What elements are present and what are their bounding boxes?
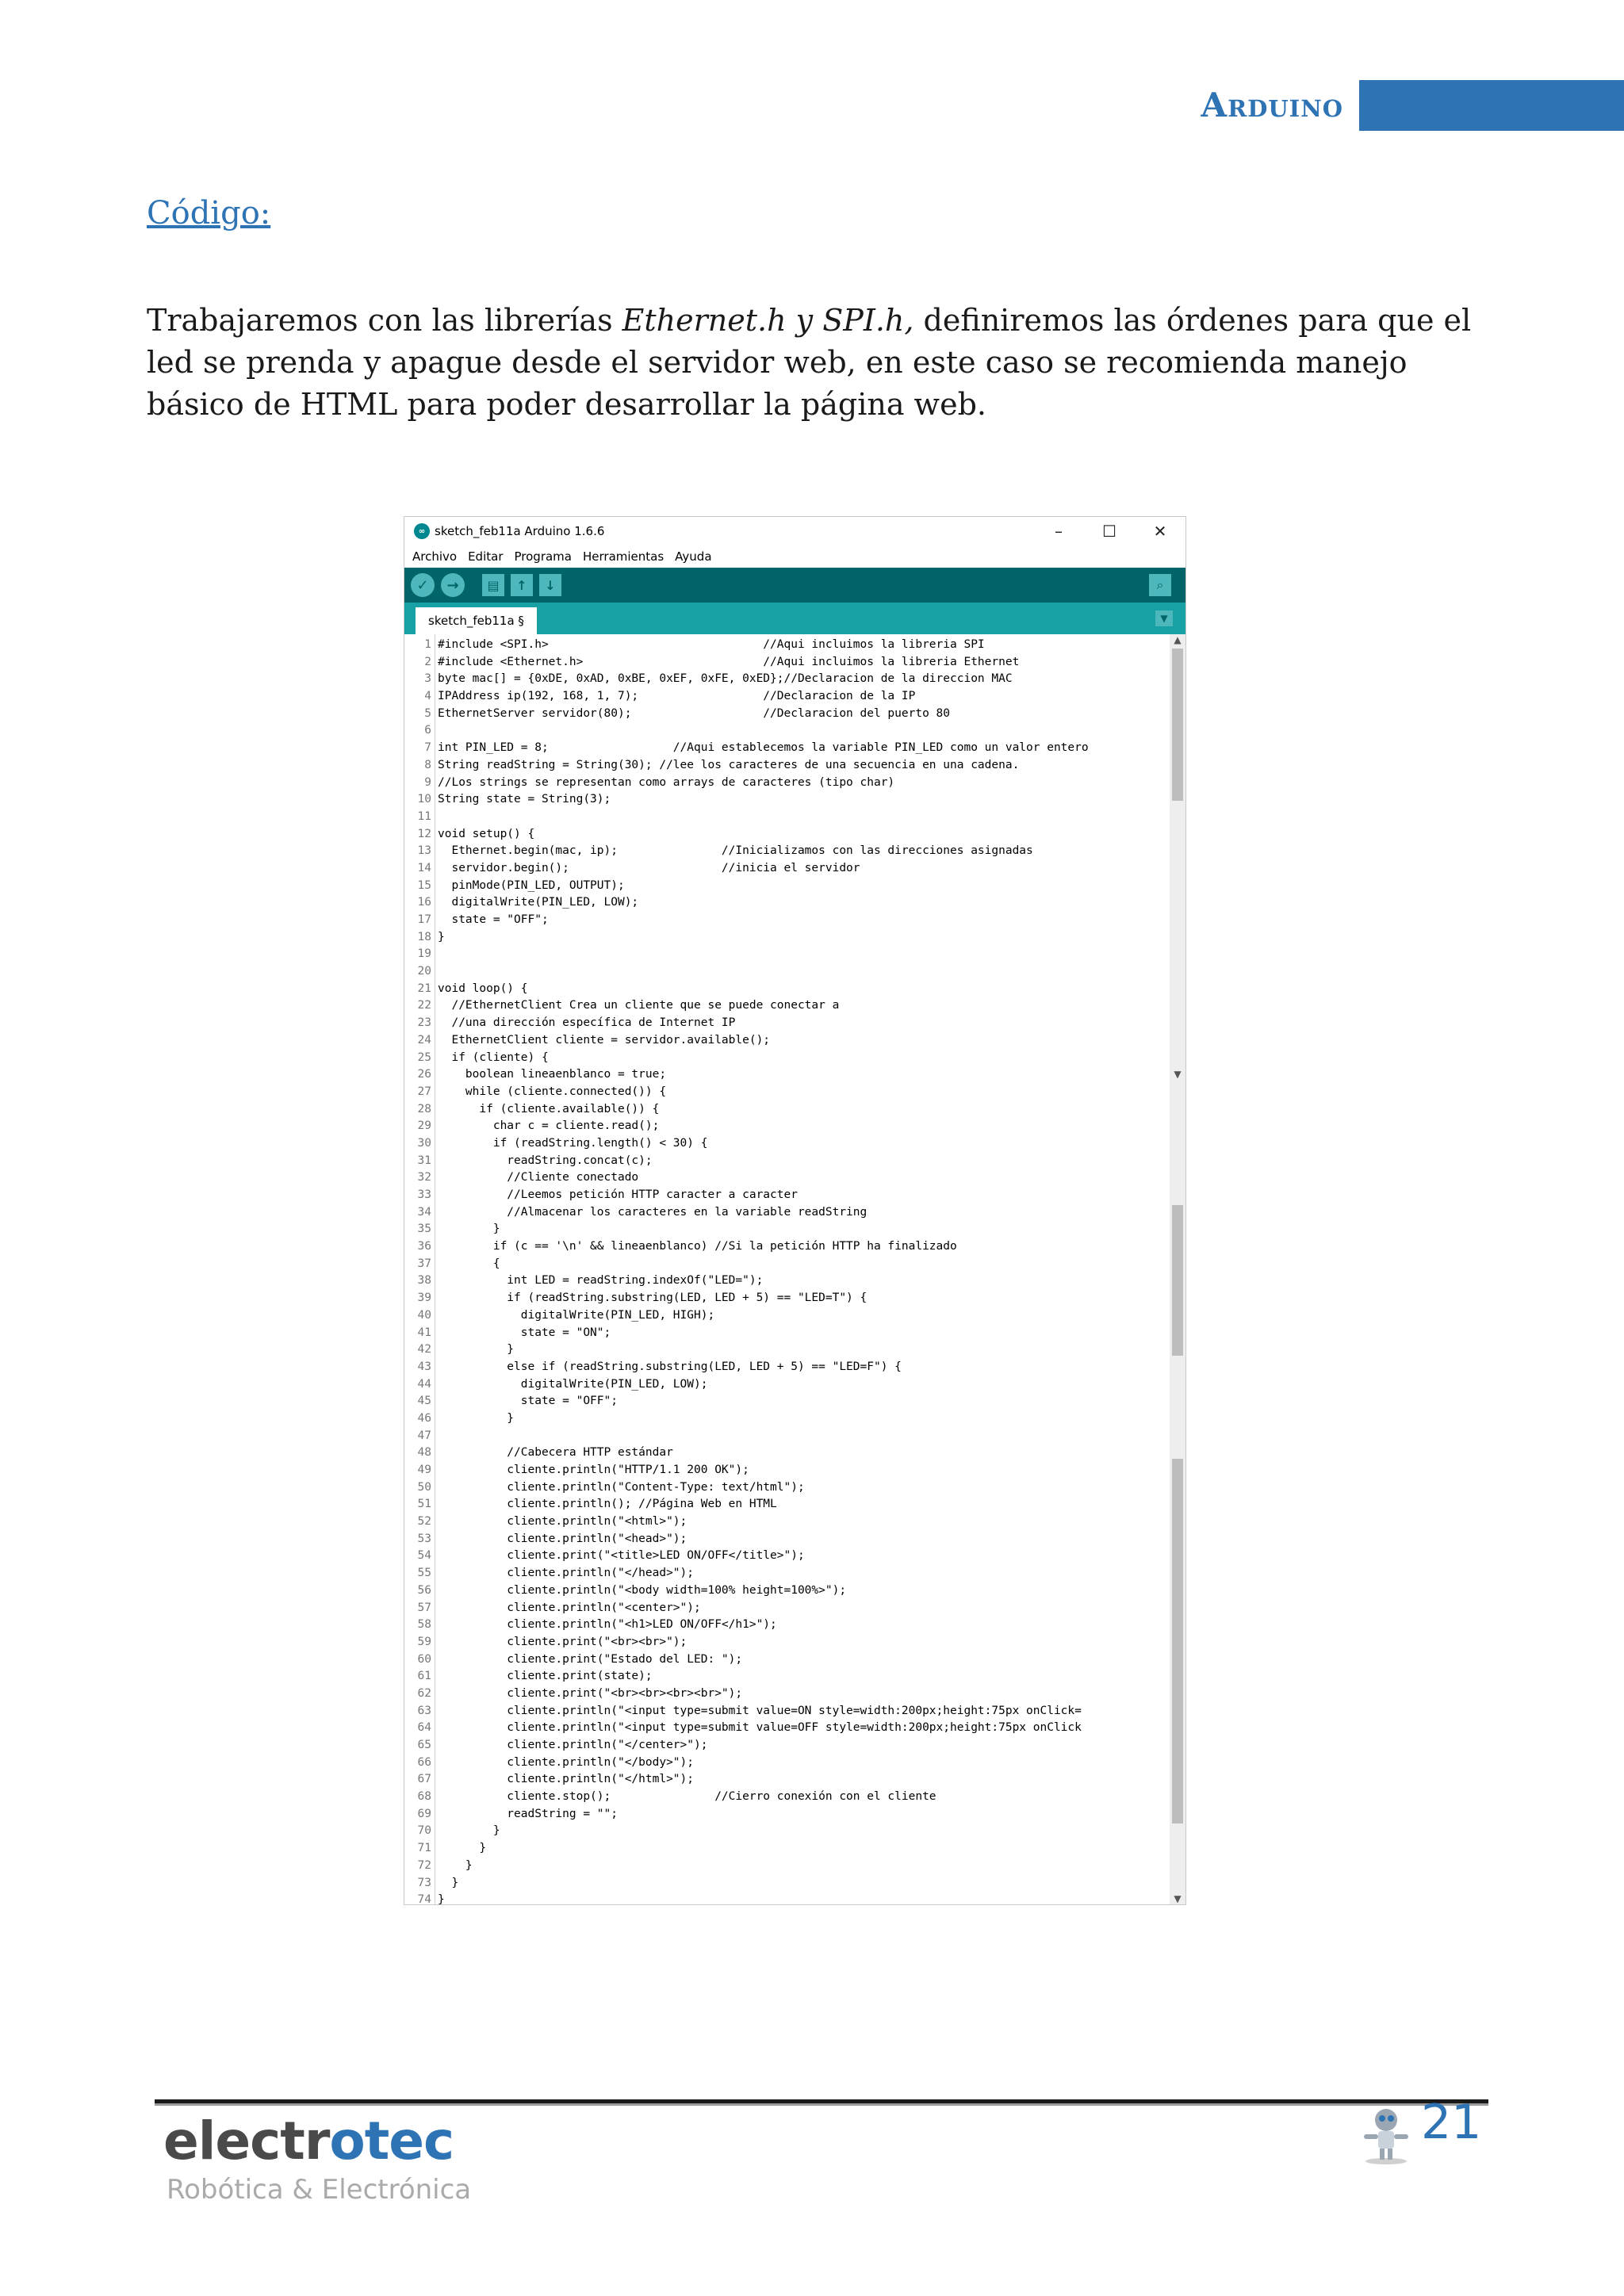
code-line xyxy=(404,929,1165,947)
code-text: } xyxy=(438,1858,473,1872)
code-line xyxy=(404,894,1165,912)
code-line xyxy=(404,1393,1165,1410)
line-number: 73 xyxy=(417,1876,431,1889)
code-line xyxy=(404,722,1165,740)
line-number: 35 xyxy=(417,1223,431,1236)
code-text: //una dirección específica de Internet IP xyxy=(438,1016,736,1030)
code-text: cliente.print("Estado del LED: "); xyxy=(438,1652,743,1666)
code-line xyxy=(404,1084,1165,1101)
footer-rule-shadow xyxy=(155,2103,1488,2106)
code-text: } xyxy=(438,1893,445,1905)
title-bar xyxy=(404,517,1185,545)
code-line xyxy=(404,706,1165,723)
code-line xyxy=(404,1187,1165,1204)
arduino-ide-window xyxy=(404,516,1186,1905)
code-text: cliente.print("<br><br><br><br>"); xyxy=(438,1686,743,1700)
paragraph-part2: definiremos las órdenes para que el led se prenda y apague desde el servidor web, en este caso se recomienda manejo básico de HTML para poder desarrollar la página web. xyxy=(147,303,1472,422)
line-number: 47 xyxy=(417,1429,431,1442)
line-number: 9 xyxy=(424,775,431,789)
code-text: { xyxy=(438,1257,500,1270)
code-line xyxy=(404,1617,1165,1634)
scroll-thumb[interactable] xyxy=(1172,649,1183,801)
code-text: cliente.println("</head>"); xyxy=(438,1567,695,1580)
line-number: 23 xyxy=(417,1016,431,1030)
line-number: 2 xyxy=(424,655,431,668)
line-number: 12 xyxy=(417,827,431,840)
code-text: cliente.stop(); //Cierro conexión con el cliente xyxy=(438,1790,936,1804)
code-text: servidor.begin(); //inicia el servidor xyxy=(438,861,860,874)
code-line xyxy=(404,1050,1165,1067)
line-number: 54 xyxy=(417,1549,431,1563)
line-number: 6 xyxy=(424,724,431,737)
code-text: if (c == '\n' && lineaenblanco) //Si la petición HTTP ha finalizado xyxy=(438,1240,957,1253)
code-text: cliente.println("<h1>LED ON/OFF</h1>"); xyxy=(438,1618,777,1632)
code-line xyxy=(404,1479,1165,1497)
code-text: EthernetClient cliente = servidor.available(); xyxy=(438,1033,771,1047)
line-number: 50 xyxy=(417,1480,431,1494)
code-text: #include <SPI.h> //Aqui incluimos la libreria SPI xyxy=(438,638,985,651)
line-number: 27 xyxy=(417,1085,431,1098)
code-line xyxy=(404,1032,1165,1050)
line-number: 46 xyxy=(417,1411,431,1425)
minimize-button[interactable]: – xyxy=(1055,522,1063,541)
vertical-scrollbar[interactable] xyxy=(1170,634,1185,1904)
code-text: boolean lineaenblanco = true; xyxy=(438,1068,667,1081)
code-text: cliente.println("<center>"); xyxy=(438,1601,701,1614)
code-line xyxy=(404,1771,1165,1789)
code-text: cliente.print("<br><br>"); xyxy=(438,1635,688,1648)
code-text: void loop() { xyxy=(438,982,528,995)
code-text: state = "ON"; xyxy=(438,1326,611,1339)
code-text: while (cliente.connected()) { xyxy=(438,1085,667,1098)
line-number: 22 xyxy=(417,999,431,1012)
code-text: #include <Ethernet.h> //Aqui incluimos la libreria Ethernet xyxy=(438,655,1020,668)
code-line xyxy=(404,860,1165,878)
code-line xyxy=(404,963,1165,981)
line-number: 59 xyxy=(417,1635,431,1648)
code-line xyxy=(404,1015,1165,1032)
intro-paragraph xyxy=(147,300,1479,426)
code-line xyxy=(404,981,1165,998)
code-text: cliente.println("</center>"); xyxy=(438,1739,708,1751)
code-text: else if (readString.substring(LED, LED + 5) == "LED=F") { xyxy=(438,1360,902,1373)
menu-ayuda[interactable]: Ayuda xyxy=(675,549,712,564)
code-text: byte mac[] = {0xDE, 0xAD, 0xBE, 0xEF, 0xFE, 0xED};//Declaracion de la direccion MAC xyxy=(438,672,1013,686)
line-number: 17 xyxy=(417,913,431,926)
code-line xyxy=(404,1307,1165,1325)
paragraph-italic: Ethernet.h y SPI.h, xyxy=(622,303,914,338)
tab-sketch[interactable]: sketch_feb11a § xyxy=(416,607,537,634)
code-text: } xyxy=(438,1411,515,1425)
code-line xyxy=(404,1496,1165,1513)
code-line xyxy=(404,1153,1165,1170)
line-number: 64 xyxy=(417,1721,431,1735)
code-line xyxy=(404,1513,1165,1531)
save-icon[interactable]: ↓ xyxy=(539,574,561,596)
code-line xyxy=(404,1686,1165,1703)
code-text: cliente.println("<input type=submit value=OFF style=width:200px;height:75px onClick xyxy=(438,1721,1082,1735)
code-line xyxy=(404,791,1165,809)
serial-monitor-icon[interactable]: ⌕ xyxy=(1149,574,1171,596)
code-text: //Los strings se representan como arrays de caracteres (tipo char) xyxy=(438,775,895,789)
line-number: 36 xyxy=(417,1240,431,1253)
code-text: if (readString.length() < 30) { xyxy=(438,1136,708,1150)
paragraph-part1: Trabajaremos con las librerías xyxy=(147,303,622,338)
page-number: 21 xyxy=(1421,2095,1482,2150)
code-text: Ethernet.begin(mac, ip); //Inicializamos con las direcciones asignadas xyxy=(438,844,1033,858)
line-number: 66 xyxy=(417,1755,431,1769)
code-text: readString.concat(c); xyxy=(438,1154,653,1167)
line-number: 39 xyxy=(417,1292,431,1305)
code-text: if (cliente) { xyxy=(438,1050,549,1064)
line-number: 33 xyxy=(417,1188,431,1201)
code-line xyxy=(404,775,1165,792)
line-number: 49 xyxy=(417,1464,431,1476)
brand-part1: electr xyxy=(163,2110,330,2172)
code-line xyxy=(404,740,1165,757)
code-line xyxy=(404,1256,1165,1273)
line-number: 4 xyxy=(424,690,431,703)
code-text: //Cliente conectado xyxy=(438,1171,639,1184)
line-number: 65 xyxy=(417,1739,431,1751)
line-number: 5 xyxy=(424,706,431,720)
line-number: 68 xyxy=(417,1790,431,1804)
code-line xyxy=(404,912,1165,929)
code-text: cliente.println("<body width=100% height=100%>"); xyxy=(438,1583,847,1597)
line-number: 21 xyxy=(417,982,431,995)
code-line xyxy=(404,1651,1165,1669)
code-text: pinMode(PIN_LED, OUTPUT); xyxy=(438,878,625,892)
code-line xyxy=(404,1272,1165,1290)
line-number: 41 xyxy=(417,1326,431,1339)
toolbar xyxy=(404,568,1185,603)
menu-bar xyxy=(404,545,1185,568)
menu-programa[interactable]: Programa xyxy=(514,549,572,564)
code-text: state = "OFF"; xyxy=(438,1395,618,1408)
code-line xyxy=(404,878,1165,895)
line-number: 1 xyxy=(424,638,431,651)
line-number: 53 xyxy=(417,1532,431,1545)
line-number: 25 xyxy=(417,1050,431,1064)
code-line xyxy=(404,637,1165,654)
line-number: 20 xyxy=(417,965,431,978)
code-text: cliente.println("<input type=submit value=ON style=width:200px;height:75px onClick= xyxy=(438,1704,1082,1717)
close-button[interactable]: ✕ xyxy=(1153,522,1167,541)
code-text: cliente.print("<title>LED ON/OFF</title>"); xyxy=(438,1549,805,1563)
line-number: 63 xyxy=(417,1704,431,1717)
line-number: 16 xyxy=(417,896,431,909)
code-line xyxy=(404,1135,1165,1153)
line-number: 13 xyxy=(417,844,431,858)
line-number: 45 xyxy=(417,1395,431,1408)
code-text: char c = cliente.read(); xyxy=(438,1119,660,1133)
open-icon[interactable]: ↑ xyxy=(511,574,533,596)
line-number: 48 xyxy=(417,1446,431,1460)
code-text: String state = String(3); xyxy=(438,793,611,806)
verify-icon[interactable]: ✓ xyxy=(411,573,435,597)
code-line xyxy=(404,1376,1165,1394)
code-text: cliente.println(); //Página Web en HTML xyxy=(438,1498,777,1511)
header-title: Arduino xyxy=(1201,86,1343,124)
code-text: //Almacenar los caracteres en la variable readString xyxy=(438,1205,868,1219)
code-line xyxy=(404,1428,1165,1445)
line-number: 62 xyxy=(417,1686,431,1700)
code-text: } xyxy=(438,1343,515,1357)
brand-tagline: Robótica & Electrónica xyxy=(167,2174,472,2206)
line-number: 11 xyxy=(417,809,431,823)
line-number: 38 xyxy=(417,1274,431,1288)
code-line xyxy=(404,1359,1165,1376)
brand-logo xyxy=(163,2110,454,2172)
code-line xyxy=(404,1445,1165,1462)
code-editor[interactable] xyxy=(404,634,1185,1904)
code-line xyxy=(404,1875,1165,1892)
line-number: 57 xyxy=(417,1601,431,1614)
code-line xyxy=(404,1462,1165,1479)
line-number: 29 xyxy=(417,1119,431,1133)
line-number: 71 xyxy=(417,1842,431,1855)
line-number: 31 xyxy=(417,1154,431,1167)
code-line xyxy=(404,1221,1165,1238)
code-line xyxy=(404,1290,1165,1307)
scroll-thumb-lower[interactable] xyxy=(1172,1205,1183,1356)
code-line xyxy=(404,1341,1165,1359)
scroll-down-icon-bottom[interactable]: ▼ xyxy=(1174,1893,1182,1904)
code-text: int PIN_LED = 8; //Aqui establecemos la variable PIN_LED como un valor entero xyxy=(438,741,1089,755)
window-title: sketch_feb11a Arduino 1.6.6 xyxy=(435,524,605,538)
code-line xyxy=(404,997,1165,1015)
line-number: 44 xyxy=(417,1377,431,1391)
line-number: 14 xyxy=(417,861,431,874)
code-line xyxy=(404,1066,1165,1084)
code-line xyxy=(404,1238,1165,1256)
line-number: 67 xyxy=(417,1773,431,1786)
line-number: 40 xyxy=(417,1308,431,1322)
code-line xyxy=(404,809,1165,826)
code-line xyxy=(404,757,1165,775)
code-line xyxy=(404,1720,1165,1737)
code-line xyxy=(404,1582,1165,1600)
scroll-thumb-bottom[interactable] xyxy=(1172,1459,1183,1823)
code-text: //Cabecera HTTP estándar xyxy=(438,1446,673,1460)
code-text: } xyxy=(438,930,445,943)
line-number: 18 xyxy=(417,930,431,943)
scroll-up-icon[interactable]: ▲ xyxy=(1174,634,1182,645)
code-line xyxy=(404,1169,1165,1187)
code-text: } xyxy=(438,1876,459,1889)
code-text: cliente.println("<head>"); xyxy=(438,1532,688,1545)
code-line xyxy=(404,1548,1165,1565)
new-file-icon[interactable]: ▤ xyxy=(482,574,504,596)
code-line xyxy=(404,1565,1165,1582)
brand-accent: otec xyxy=(329,2110,454,2172)
line-number: 52 xyxy=(417,1515,431,1529)
line-number: 72 xyxy=(417,1858,431,1872)
code-line xyxy=(404,671,1165,688)
code-line xyxy=(404,1668,1165,1686)
code-line xyxy=(404,843,1165,860)
line-number: 28 xyxy=(417,1102,431,1115)
line-number: 61 xyxy=(417,1670,431,1683)
code-lines xyxy=(404,637,1165,1905)
code-text: cliente.println("</body>"); xyxy=(438,1755,695,1769)
code-text: digitalWrite(PIN_LED, LOW); xyxy=(438,1377,708,1391)
code-text: readString = ""; xyxy=(438,1807,618,1820)
code-line xyxy=(404,1118,1165,1135)
code-text: //Leemos petición HTTP caracter a caracter xyxy=(438,1188,798,1201)
code-line xyxy=(404,1737,1165,1755)
line-number: 55 xyxy=(417,1567,431,1580)
code-line xyxy=(404,1789,1165,1806)
code-text: EthernetServer servidor(80); //Declaracion del puerto 80 xyxy=(438,706,951,720)
code-line xyxy=(404,1634,1165,1651)
code-line xyxy=(404,1755,1165,1772)
line-number: 56 xyxy=(417,1583,431,1597)
line-number: 26 xyxy=(417,1068,431,1081)
code-line xyxy=(404,1703,1165,1720)
code-text: if (readString.substring(LED, LED + 5) == "LED=T") { xyxy=(438,1292,868,1305)
arduino-logo-icon: ∞ xyxy=(414,523,430,539)
code-text: cliente.println("HTTP/1.1 200 OK"); xyxy=(438,1464,749,1476)
line-number: 69 xyxy=(417,1807,431,1820)
code-text: } xyxy=(438,1223,500,1236)
code-line xyxy=(404,826,1165,844)
line-number: 8 xyxy=(424,758,431,771)
line-number: 19 xyxy=(417,947,431,961)
line-number: 32 xyxy=(417,1171,431,1184)
code-line xyxy=(404,654,1165,672)
section-heading: Código: xyxy=(147,195,271,232)
code-line xyxy=(404,1823,1165,1840)
line-number: 51 xyxy=(417,1498,431,1511)
line-number: 34 xyxy=(417,1205,431,1219)
code-line xyxy=(404,1101,1165,1119)
robot-mascot-icon xyxy=(1354,2103,1418,2166)
code-line xyxy=(404,1858,1165,1875)
code-line xyxy=(404,1892,1165,1905)
code-text: } xyxy=(438,1824,500,1838)
code-line xyxy=(404,1204,1165,1222)
line-number: 15 xyxy=(417,878,431,892)
code-text: cliente.println("</html>"); xyxy=(438,1773,695,1786)
code-text: void setup() { xyxy=(438,827,535,840)
line-number: 24 xyxy=(417,1033,431,1047)
code-text: digitalWrite(PIN_LED, HIGH); xyxy=(438,1308,715,1322)
menu-archivo[interactable]: Archivo xyxy=(412,549,458,564)
line-number: 70 xyxy=(417,1824,431,1838)
line-number: 74 xyxy=(417,1893,431,1905)
line-number: 42 xyxy=(417,1343,431,1357)
code-line xyxy=(404,1840,1165,1858)
code-text: state = "OFF"; xyxy=(438,913,549,926)
code-text: cliente.println("<html>"); xyxy=(438,1515,688,1529)
scroll-down-icon[interactable]: ▼ xyxy=(1174,1069,1182,1080)
tab-bar xyxy=(404,603,1185,634)
code-text: cliente.print(state); xyxy=(438,1670,653,1683)
line-number: 43 xyxy=(417,1360,431,1373)
code-text: cliente.println("Content-Type: text/html"); xyxy=(438,1480,805,1494)
line-number: 58 xyxy=(417,1618,431,1632)
tab-menu-icon[interactable]: ▼ xyxy=(1155,610,1173,626)
code-text: digitalWrite(PIN_LED, LOW); xyxy=(438,896,639,909)
code-text: IPAddress ip(192, 168, 1, 7); //Declaracion de la IP xyxy=(438,690,916,703)
maximize-button[interactable]: ☐ xyxy=(1102,522,1116,541)
code-text: if (cliente.available()) { xyxy=(438,1102,660,1115)
code-text: String readString = String(30); //lee los caracteres de una secuencia en una cadena. xyxy=(438,758,1020,771)
line-number: 3 xyxy=(424,672,431,686)
code-line xyxy=(404,1410,1165,1428)
header-bar xyxy=(1359,80,1624,131)
menu-editar[interactable]: Editar xyxy=(468,549,504,564)
code-line xyxy=(404,1600,1165,1617)
menu-herramientas[interactable]: Herramientas xyxy=(582,549,665,564)
upload-icon[interactable]: → xyxy=(441,573,465,597)
code-line xyxy=(404,1531,1165,1548)
line-number: 37 xyxy=(417,1257,431,1270)
code-line xyxy=(404,1325,1165,1342)
line-number: 60 xyxy=(417,1652,431,1666)
line-number: 7 xyxy=(424,741,431,755)
code-text: int LED = readString.indexOf("LED="); xyxy=(438,1274,764,1288)
code-text: } xyxy=(438,1842,487,1855)
code-text: //EthernetClient Crea un cliente que se puede conectar a xyxy=(438,999,840,1012)
code-line xyxy=(404,688,1165,706)
code-line xyxy=(404,946,1165,963)
line-number: 30 xyxy=(417,1136,431,1150)
code-line xyxy=(404,1806,1165,1823)
line-number: 10 xyxy=(417,793,431,806)
